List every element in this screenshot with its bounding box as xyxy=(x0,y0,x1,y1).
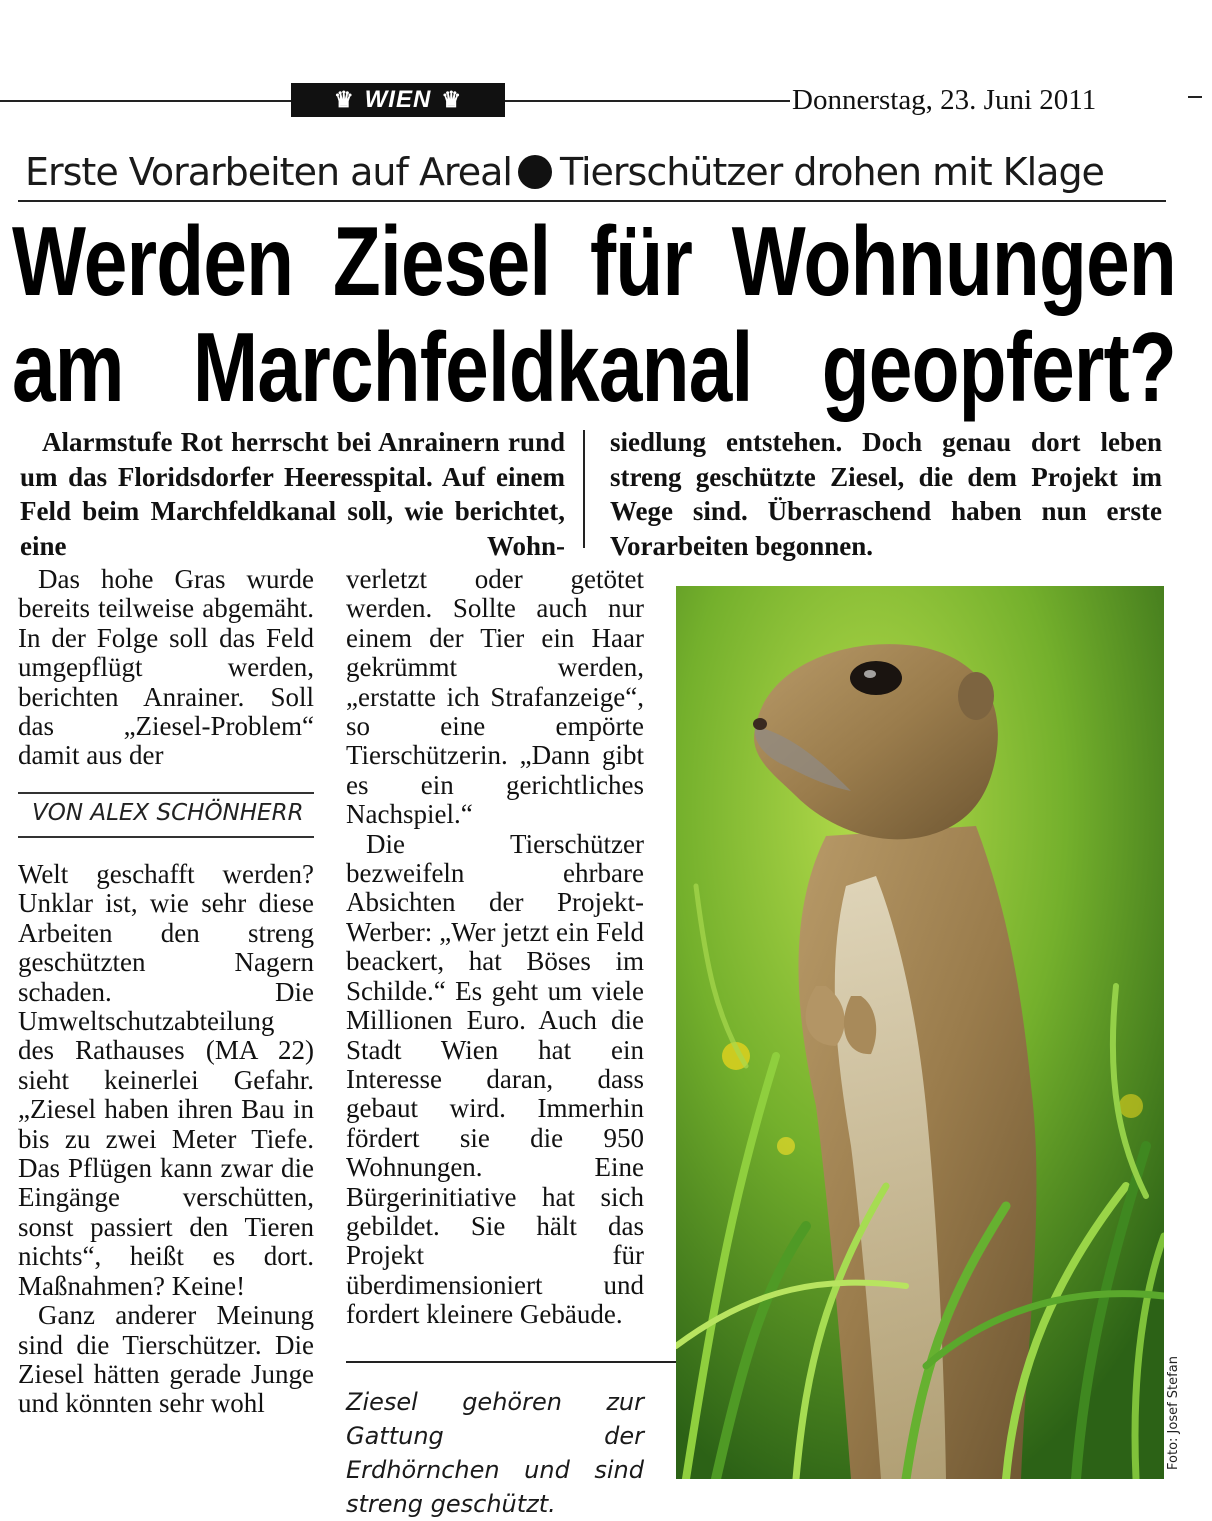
body-column-2 xyxy=(346,565,644,1330)
lead-divider xyxy=(583,430,585,548)
kicker xyxy=(25,150,1165,194)
body-column-1-top xyxy=(18,565,314,771)
header-rule-end xyxy=(1188,96,1202,98)
headline-line-1: Werden Ziesel für Wohnungen xyxy=(12,206,1176,316)
byline: VON ALEX SCHÖNHERR xyxy=(32,800,304,826)
lead-right: siedlung entstehen. Doch genau dort leben streng geschützte Ziesel, die dem Projekt im Wege sind. Überraschend haben nun erste Vorarbeiten begonnen. xyxy=(610,427,1162,561)
ground-squirrel-photo xyxy=(676,586,1164,1479)
header-rule-left xyxy=(0,100,291,102)
photo-credit: Foto: Josef Stefan xyxy=(1166,1356,1181,1470)
headline xyxy=(12,206,1176,422)
body-paragraph: verletzt oder getötet werden. Sollte auch nur einem der Tier ein Haar gekrümmt werden, „erstatte ich Strafanzeige“, so eine empörte Tierschützerin. „Dann gibt es ein gerichtliches Nachspiel.“ xyxy=(346,564,644,830)
body-paragraph: Die Tierschützer bezweifeln ehrbare Absichten der Projekt-Werber: „Wer jetzt ein Feld beackert, hat Böses im Schilde.“ Es geht um viele Millionen Euro. Auch die Stadt Wien hat ein Interesse daran, dass gebaut wird. Immerhin fördert sie die 950 Wohnungen. Eine Bürgerinitiative hat sich gebildet. Sie hält das Projekt für überdimensioniert und fordert kleinere Gebäude. xyxy=(346,828,644,1330)
body-paragraph: Das hohe Gras wurde bereits teilweise abgemäht. In der Folge soll das Feld umgepflügt werden, berichten Anrainer. Soll das „Ziesel-Problem“ damit aus der xyxy=(18,564,314,771)
kicker-part-2: Tierschützer drohen mit Klage xyxy=(559,150,1104,194)
photo-caption: Ziesel gehören zur Gattung der Erdhörnchen und sind streng geschützt. xyxy=(346,1388,644,1518)
headline-line-2: am Marchfeldkanal geopfert? xyxy=(12,312,1176,422)
section-label: WIEN xyxy=(364,86,432,113)
section-badge xyxy=(291,83,505,117)
body-paragraph: Welt geschafft werden? Unklar ist, wie sehr diese Arbeiten den streng geschützten Nagern schaden. Die Umweltschutzabteilung des Rathauses (MA 22) sieht keinerlei Gefahr. „Ziesel haben ihren Bau in bis zu zwei Meter Tiefe. Das Pflügen kann zwar die Eingänge verschütten, sonst passiert den Tieren nichts“, heißt es dort. Maßnahmen? Keine! xyxy=(18,859,314,1301)
byline-rule-top xyxy=(18,792,314,794)
crown-icon: ♛ xyxy=(441,87,463,112)
ground-squirrel-illustration xyxy=(676,586,1164,1479)
header-rule-right xyxy=(505,100,790,102)
body-paragraph: Ganz anderer Meinung sind die Tierschützer. Die Ziesel hätten gerade Junge und könnten sehr wohl xyxy=(18,1300,314,1419)
kicker-rule xyxy=(18,200,1166,202)
issue-date: Donnerstag, 23. Juni 2011 xyxy=(792,84,1097,116)
bullet-dot-icon xyxy=(518,155,552,189)
crown-icon: ♛ xyxy=(333,87,355,112)
kicker-part-1: Erste Vorarbeiten auf Areal xyxy=(25,150,512,194)
byline-rule-bottom xyxy=(18,836,314,838)
lead-left: Alarmstufe Rot herrscht bei Anrainern rund um das Floridsdorfer Heeresspital. Auf einem Feld beim Marchfeldkanal soll, wie berichtet, eine Wohn- xyxy=(20,427,565,561)
caption-rule xyxy=(346,1361,676,1363)
body-column-1-bottom xyxy=(18,860,314,1419)
